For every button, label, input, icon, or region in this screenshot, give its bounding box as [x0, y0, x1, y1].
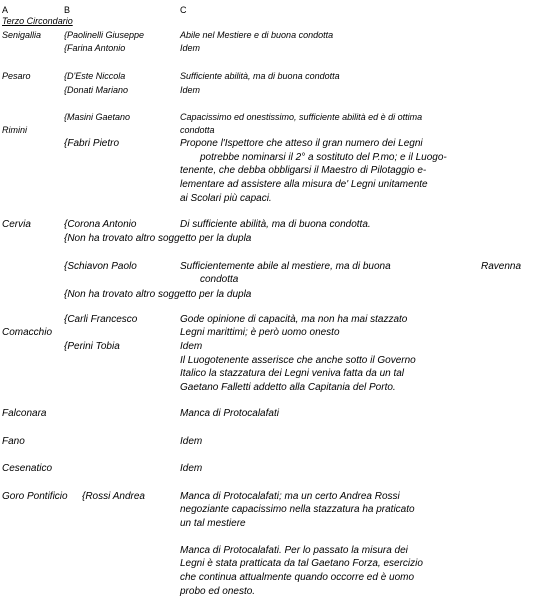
- note-forza-4: probo ed onesto.: [180, 586, 256, 597]
- place-ravenna: Ravenna: [481, 261, 522, 272]
- person-farina: {Farina Antonio: [64, 43, 126, 53]
- note-fano: Idem: [180, 436, 203, 447]
- place-rimini: Rimini: [2, 125, 28, 135]
- person-perini: {Perini Tobia: [64, 341, 120, 352]
- note-rossi-3: un tal mestiere: [180, 518, 246, 529]
- place-senigallia: Senigallia: [2, 30, 42, 40]
- note-donati: Idem: [180, 85, 201, 95]
- column-header-a: A: [2, 5, 9, 15]
- place-comacchio: Comacchio: [2, 327, 53, 338]
- note-paolinelli: Abile nel Mestiere e di buona condotta: [180, 30, 334, 40]
- place-fano: Fano: [2, 436, 25, 447]
- place-falconara: Falconara: [2, 408, 47, 419]
- note-comacchio-2: Italico la stazzatura dei Legni veniva fatta da un tal: [180, 368, 405, 379]
- note-corona: Di sufficiente abilità, ma di buona condotta.: [180, 219, 371, 230]
- note-fabri-3: tenente, che debba obbligarsi il Maestro di Pilotaggio e-: [180, 165, 427, 176]
- note-masini-2: condotta: [180, 125, 215, 135]
- person-deste: {D'Este Niccola: [64, 71, 126, 81]
- note-rossi-1: Manca di Protocalafati; ma un certo Andrea Rossi: [180, 491, 400, 502]
- note-fabri-1: Propone l'Ispettore che atteso il gran numero dei Legni: [180, 138, 423, 149]
- place-pesaro: Pesaro: [2, 71, 31, 81]
- place-cesenatico: Cesenatico: [2, 463, 53, 474]
- note-dupla-2: {Non ha trovato altro soggetto per la dupla: [64, 289, 252, 300]
- person-corona: {Corona Antonio: [64, 219, 137, 230]
- column-header-c: C: [180, 5, 187, 15]
- note-rossi-2: negoziante capacissimo nella stazzatura ha praticato: [180, 504, 415, 515]
- person-fabri: {Fabri Pietro: [64, 138, 120, 149]
- note-farina: Idem: [180, 43, 201, 53]
- note-schiavon-1: Sufficientemente abile al mestiere, ma di buona: [180, 261, 391, 272]
- note-falconara: Manca di Protocalafati: [180, 408, 279, 419]
- note-fabri-2: potrebbe nominarsi il 2° a sostituto del P.mo; e il Luogo-: [200, 152, 447, 163]
- note-cesenatico: Idem: [180, 463, 203, 474]
- note-perini: Idem: [180, 341, 203, 352]
- note-forza-2: Legni è stata pratticata da tal Gaetano Forza, esercizio: [180, 558, 423, 569]
- place-cervia: Cervia: [2, 219, 31, 230]
- person-schiavon: {Schiavon Paolo: [64, 261, 137, 272]
- note-fabri-5: ai Scolari più capaci.: [180, 193, 272, 204]
- note-forza-3: che continua attualmente quando occorre ed è uomo: [180, 572, 415, 583]
- note-carli-2: Legni marittimi; è però uomo onesto: [180, 327, 340, 338]
- note-fabri-4: lementare ad assistere alla misura de' Legni unitamente: [180, 179, 428, 190]
- person-donati: {Donati Mariano: [64, 85, 129, 95]
- section-title: Terzo Circondario: [2, 16, 73, 26]
- place-goro-pontificio: Goro Pontificio: [2, 491, 68, 502]
- person-carli: {Carli Francesco: [64, 314, 138, 325]
- person-masini: {Masini Gaetano: [64, 112, 131, 122]
- person-rossi: {Rossi Andrea: [82, 491, 145, 502]
- note-comacchio-3: Gaetano Falletti addetto alla Capitania del Porto.: [180, 382, 396, 393]
- note-carli: Gode opinione di capacità, ma non ha mai stazzato: [180, 314, 408, 325]
- note-forza-1: Manca di Protocalafati. Per lo passato la misura dei: [180, 545, 408, 556]
- note-schiavon-2: condotta: [200, 274, 239, 285]
- note-comacchio-1: Il Luogotenente asserisce che anche sotto il Governo: [180, 355, 416, 366]
- column-header-b: B: [64, 5, 71, 15]
- note-masini-1: Capacissimo ed onestissimo, sufficiente abilità ed è di ottima: [180, 112, 423, 122]
- person-paolinelli: {Paolinelli Giuseppe: [64, 30, 145, 40]
- note-dupla-1: {Non ha trovato altro soggetto per la dupla: [64, 233, 252, 244]
- note-deste: Sufficiente abilità, ma di buona condotta: [180, 71, 340, 81]
